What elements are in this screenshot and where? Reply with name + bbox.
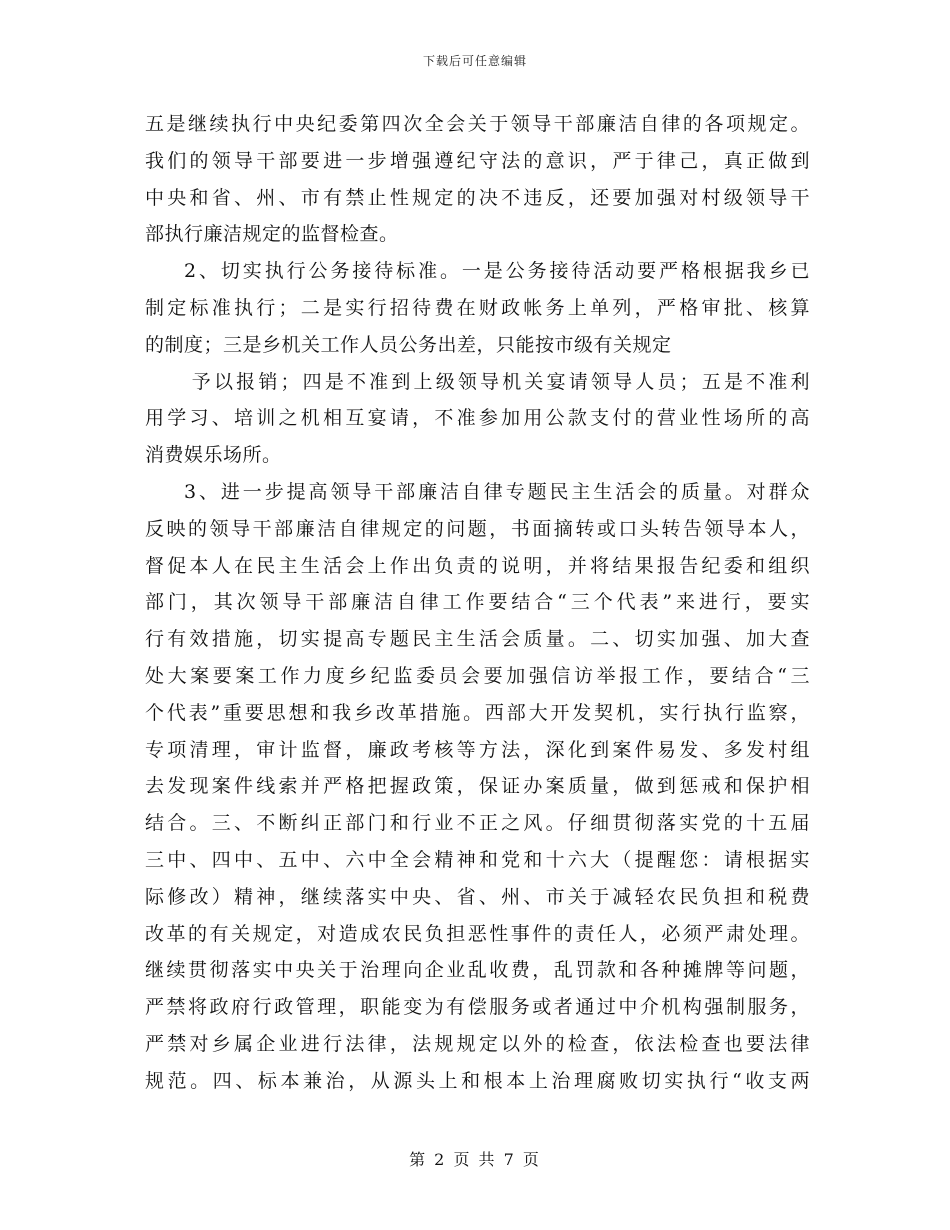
- text-line: 严禁将政府行政管理，职能变为有偿服务或者通过中介机构强制服务，: [145, 996, 810, 1019]
- page-number: 第 2 页 共 7 页: [409, 1150, 541, 1169]
- text-line: 督促本人在民主生活会上作出负责的说明，并将结果报告纪委和组织: [145, 554, 810, 577]
- text-line: 五是继续执行中央纪委第四次全会关于领导干部廉洁自律的各项规定。: [145, 113, 810, 135]
- text-line: 3、进一步提高领导干部廉洁自律专题民主生活会的质量。对群众: [184, 480, 810, 503]
- text-line: 我们的领导干部要进一步增强遵纪守法的意识，严于律己，真正做到: [145, 149, 810, 172]
- text-line: 处大案要案工作力度乡纪监委员会要加强信访举报工作，要结合“三: [145, 664, 810, 687]
- text-line: 用学习、培训之机相互宴请，不准参加用公款支付的营业性场所的高: [145, 407, 810, 430]
- text-line: 行有效措施，切实提高专题民主生活会质量。二、切实加强、加大查: [145, 628, 810, 651]
- text-line: 部门，其次领导干部廉洁自律工作要结合“三个代表”来进行，要实: [145, 591, 810, 614]
- text-line: 改革的有关规定，对造成农民负担恶性事件的责任人，必须严肃处理。: [145, 922, 810, 945]
- text-line: 去发现案件线索并严格把握政策，保证办案质量，做到惩戒和保护相: [145, 775, 810, 798]
- text-line: 中央和省、州、市有禁止性规定的决不违反，还要加强对村级领导干: [145, 186, 810, 209]
- text-line: 继续贯彻落实中央关于治理向企业乱收费，乱罚款和各种摊牌等问题，: [145, 959, 810, 982]
- text-line: 规范。四、标本兼治，从源头上和根本上治理腐败切实执行“收支两: [145, 1069, 810, 1092]
- page-header-note: 下载后可任意编辑: [422, 54, 527, 68]
- text-line: 的制度；三是乡机关工作人员公务出差，只能按市级有关规定: [145, 333, 672, 356]
- text-line: 予以报销；四是不准到上级领导机关宴请领导人员；五是不准利: [191, 370, 810, 393]
- document-body: [145, 106, 810, 1100]
- text-line: 消费娱乐场所。: [145, 444, 282, 467]
- text-line: 反映的领导干部廉洁自律规定的问题，书面摘转或口头转告领导本人，: [145, 517, 810, 540]
- text-line: 个代表”重要思想和我乡改革措施。西部大开发契机，实行执行监察，: [145, 701, 810, 724]
- text-line: 际修改）精神，继续落实中央、省、州、市关于减轻农民负担和税费: [145, 885, 810, 908]
- text-line: 制定标准执行；二是实行招待费在财政帐务上单列，严格审批、核算: [145, 296, 810, 319]
- text-line: 部执行廉洁规定的监督检查。: [145, 223, 399, 246]
- text-line: 2、切实执行公务接待标准。一是公务接待活动要严格根据我乡已: [184, 260, 810, 283]
- text-line: 结合。三、不断纠正部门和行业不正之风。仔细贯彻落实党的十五届: [145, 812, 810, 835]
- text-line: 专项清理，审计监督，廉政考核等方法，深化到案件易发、多发村组: [145, 738, 810, 761]
- text-line: 三中、四中、五中、六中全会精神和党和十六大（提醒您：请根据实: [145, 848, 810, 871]
- text-line: 严禁对乡属企业进行法律，法规规定以外的检查，依法检查也要法律: [145, 1032, 810, 1055]
